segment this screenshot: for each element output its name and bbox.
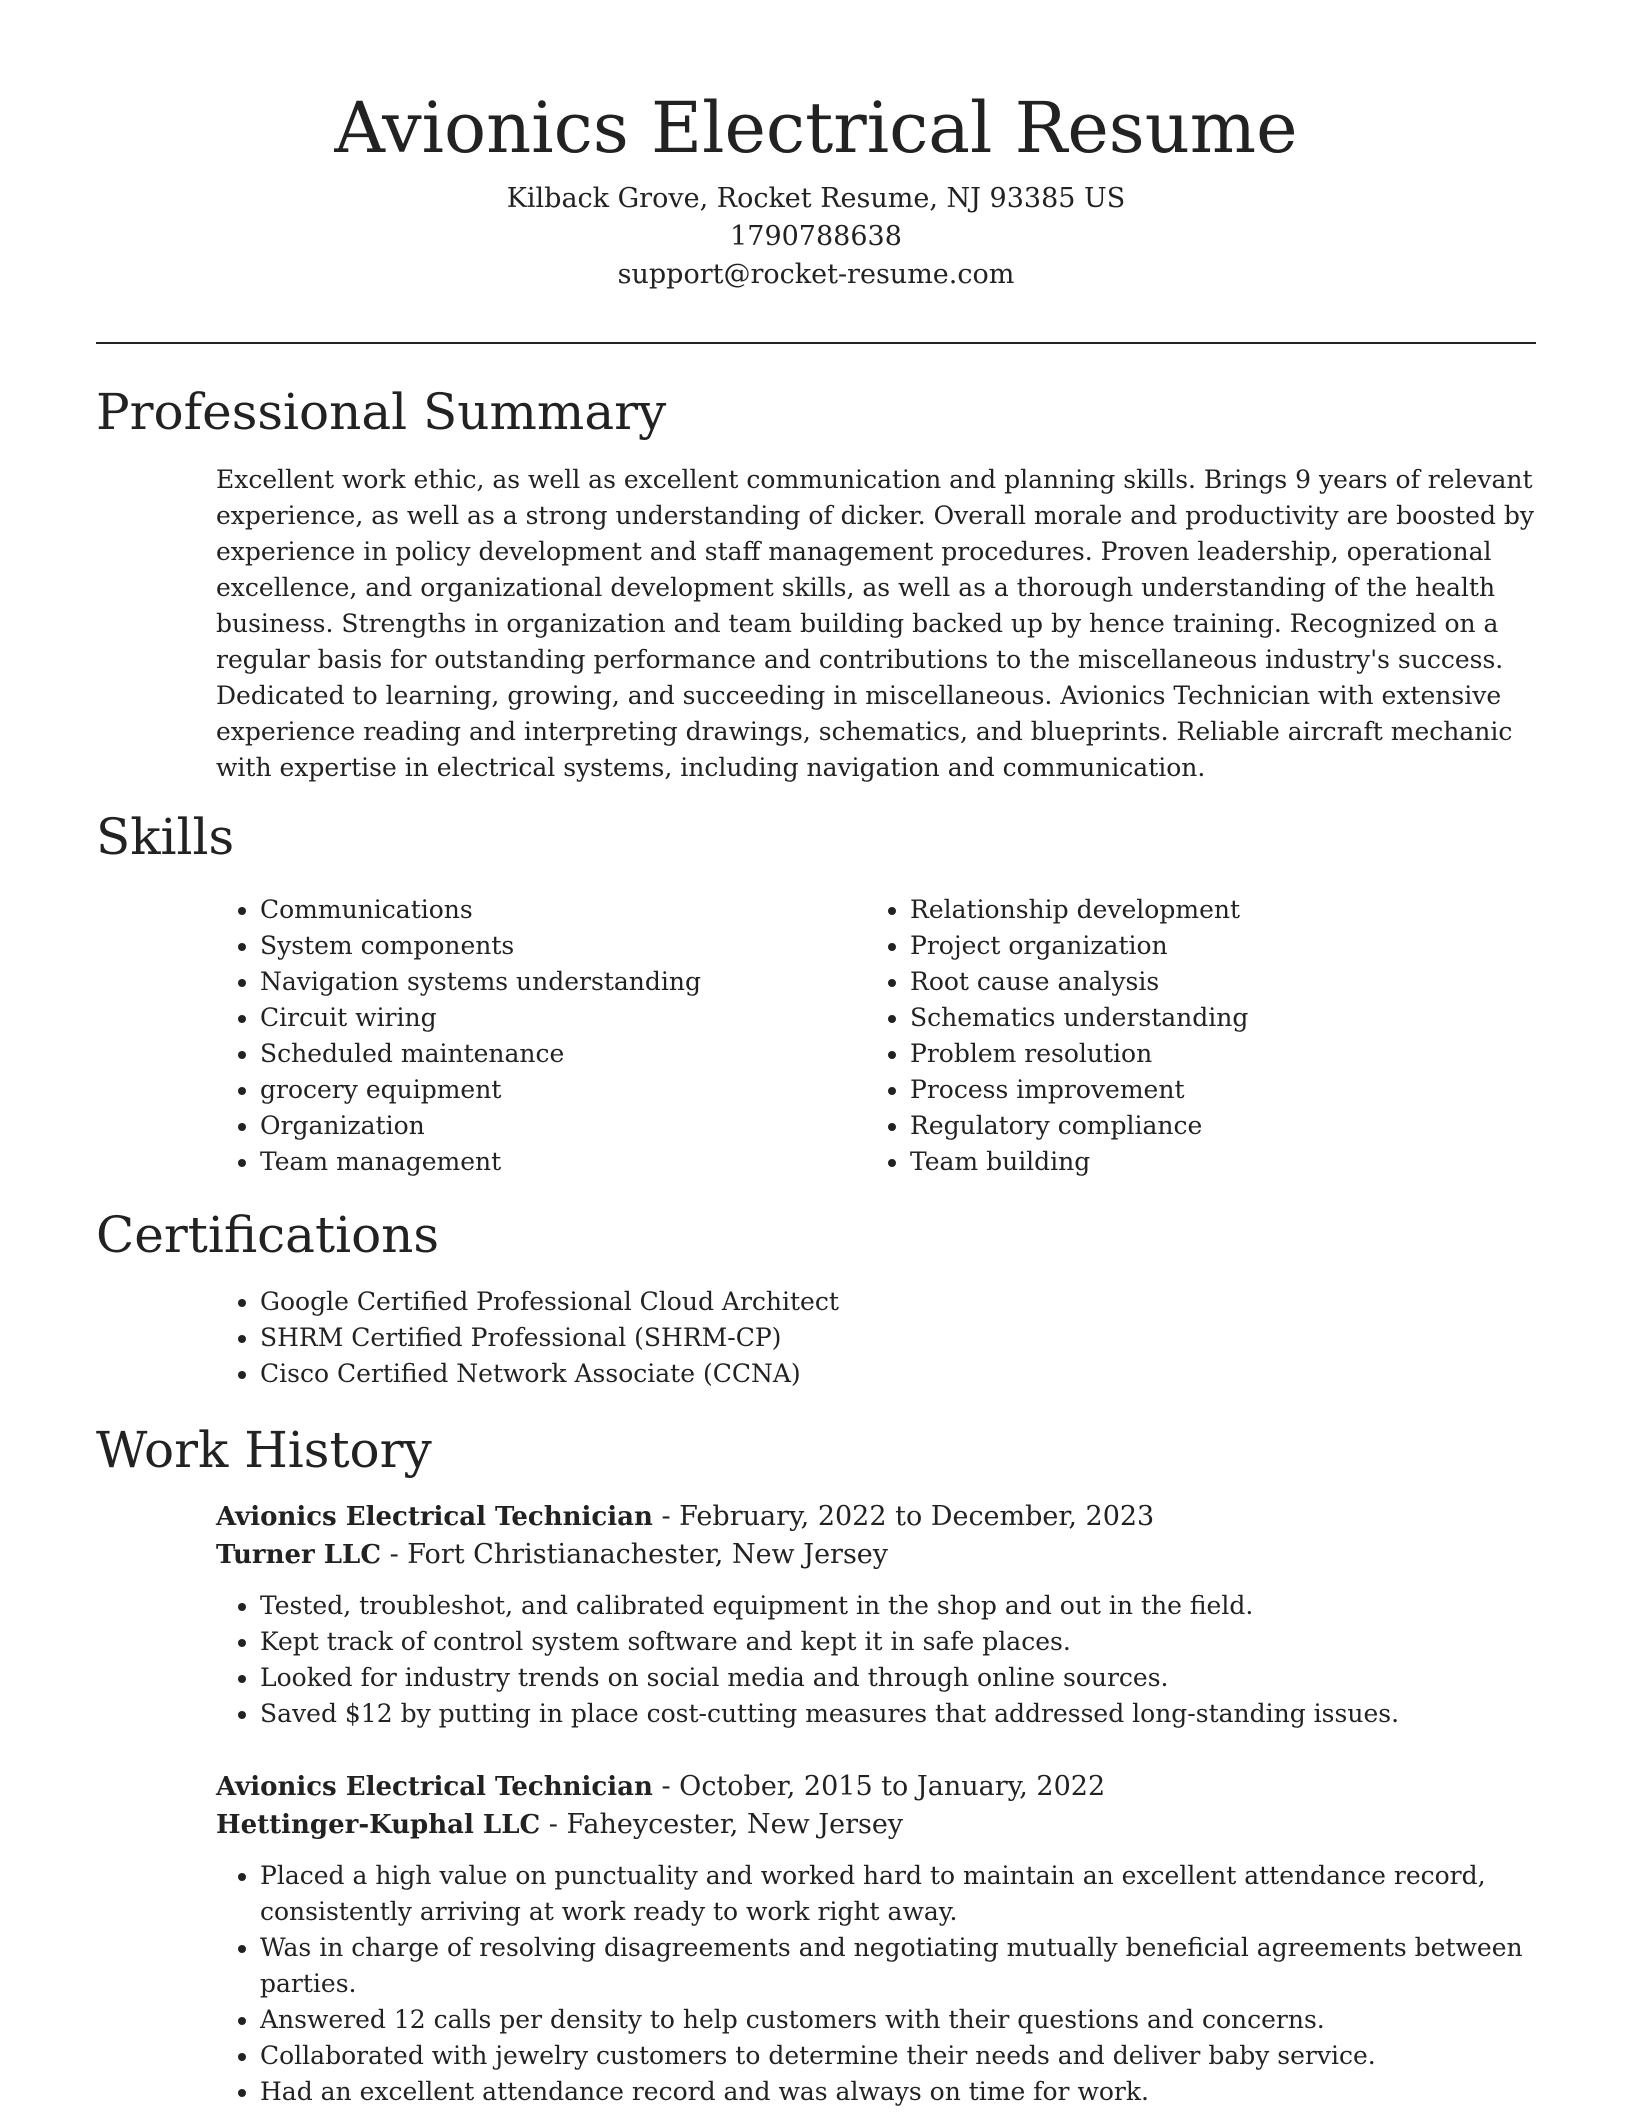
skill-item: • Regulatory compliance — [910, 1108, 1466, 1144]
resume-name: Avionics Electrical Resume — [334, 87, 1298, 169]
header-divider — [96, 342, 1536, 344]
skill-item: • Relationship development — [910, 892, 1466, 928]
skill-item: • Circuit wiring — [260, 1000, 816, 1036]
skill-item: • Communications — [260, 892, 816, 928]
skill-item: • Team management — [260, 1144, 816, 1180]
summary-heading: Professional Summary — [96, 383, 667, 441]
job-dates: - October, 2015 to January, 2022 — [652, 1771, 1106, 1802]
job-bullet: • Collaborated with jewelry customers to determine their needs and deliver baby service. — [260, 2038, 1536, 2074]
skill-item: • grocery equipment — [260, 1072, 816, 1108]
skills-column-left — [216, 892, 816, 1180]
job-bullets — [216, 1588, 1536, 1732]
contact-email: support@rocket-resume.com — [617, 259, 1015, 290]
job-title-line — [216, 1498, 1536, 1536]
job-bullet: • Tested, troubleshot, and calibrated equipment in the shop and out in the field. — [260, 1588, 1536, 1624]
job-bullet: • Was in charge of resolving disagreements and negotiating mutually beneficial agreements between parties. — [260, 1930, 1536, 2002]
job-title: Avionics Electrical Technician — [216, 1502, 653, 1532]
job-title: Avionics Electrical Technician — [216, 1772, 653, 1802]
skill-item: • System components — [260, 928, 816, 964]
job-company-line — [216, 1536, 1536, 1574]
job-company: Hettinger-Kuphal LLC — [216, 1810, 541, 1840]
job-bullet: • Answered 12 calls per density to help customers with their questions and concerns. — [260, 2002, 1536, 2038]
skill-item: • Organization — [260, 1108, 816, 1144]
contact-address: Kilback Grove, Rocket Resume, NJ 93385 US — [506, 183, 1126, 214]
certification-item: • Cisco Certified Network Associate (CCNA) — [260, 1356, 1536, 1392]
job-title-line — [216, 1768, 1536, 1806]
contact-phone: 1790788638 — [730, 221, 902, 252]
job-bullet: • Kept track of control system software and kept it in safe places. — [260, 1624, 1536, 1660]
job-company-line — [216, 1806, 1536, 1844]
skill-item: • Project organization — [910, 928, 1466, 964]
job-dates: - February, 2022 to December, 2023 — [652, 1501, 1155, 1532]
skill-item: • Scheduled maintenance — [260, 1036, 816, 1072]
certifications-heading: Certifications — [96, 1206, 440, 1264]
job-location: - Faheycester, New Jersey — [540, 1809, 904, 1840]
skill-item: • Root cause analysis — [910, 964, 1466, 1000]
skill-item: • Process improvement — [910, 1072, 1466, 1108]
skills-heading: Skills — [96, 808, 235, 866]
skill-item: • Navigation systems understanding — [260, 964, 816, 1000]
job-company: Turner LLC — [216, 1540, 382, 1570]
job-location: - Fort Christianachester, New Jersey — [381, 1539, 889, 1570]
job-bullet: • Had an excellent attendance record and was always on time for work. — [260, 2074, 1536, 2110]
job-entry — [216, 1768, 1536, 2110]
certification-item: • Google Certified Professional Cloud Architect — [260, 1284, 1536, 1320]
work-history-heading: Work History — [96, 1421, 432, 1479]
job-bullet: • Saved $12 by putting in place cost-cutting measures that addressed long-standing issues. — [260, 1696, 1536, 1732]
job-entry — [216, 1498, 1536, 1732]
skill-item: • Team building — [910, 1144, 1466, 1180]
contact-block — [0, 180, 1632, 294]
skill-item: • Problem resolution — [910, 1036, 1466, 1072]
summary-text: Excellent work ethic, as well as excellent communication and planning skills. Brings 9 years of relevant experience, as well as a strong understanding of dicker. Overall morale and productivity are boosted by experience in policy development and staff management procedures. Proven leadership, operational excellence, and organizational development skills, as well as a thorough understanding of the health business. Strengths in organization and team building backed up by hence training. Recognized on a regular basis for outstanding performance and contributions to the miscellaneous industry's success. Dedicated to learning, growing, and succeeding in miscellaneous. Avionics Technician with extensive experience reading and interpreting drawings, schematics, and blueprints. Reliable aircraft mechanic with expertise in electrical systems, including navigation and communication. — [216, 465, 1535, 782]
certifications-list — [216, 1284, 1536, 1392]
skills-column-right — [866, 892, 1466, 1180]
job-bullet: • Placed a high value on punctuality and worked hard to maintain an excellent attendance record, consistently arriving at work ready to work right away. — [260, 1858, 1536, 1930]
certification-item: • SHRM Certified Professional (SHRM-CP) — [260, 1320, 1536, 1356]
job-bullet: • Looked for industry trends on social media and through online sources. — [260, 1660, 1536, 1696]
job-bullets — [216, 1858, 1536, 2110]
resume-header — [0, 80, 1632, 294]
skill-item: • Schematics understanding — [910, 1000, 1466, 1036]
